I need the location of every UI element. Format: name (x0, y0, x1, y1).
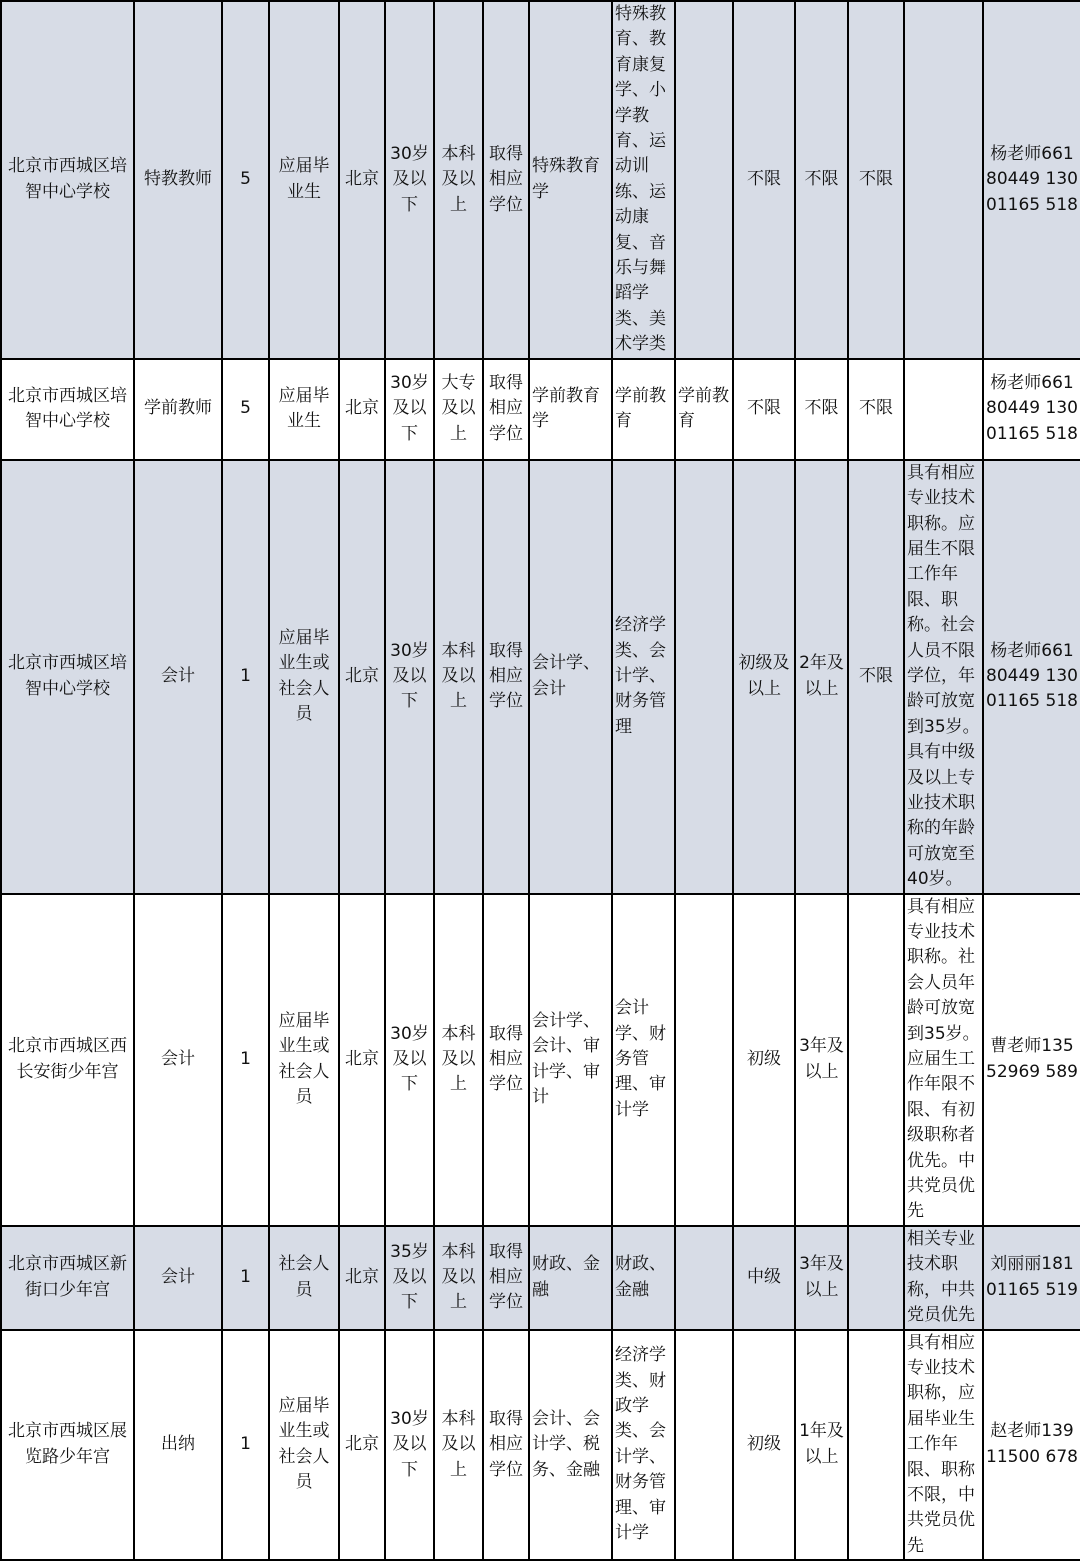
education-cell: 本科及以上 (434, 894, 483, 1226)
position-cell: 特教教师 (134, 1, 222, 359)
count-cell: 1 (222, 1226, 269, 1330)
major-grad-cell: 经济学类、会计学、财务管理 (612, 460, 675, 894)
major-undergrad-cell: 会计、会计学、税务、金融 (529, 1330, 612, 1561)
degree-cell: 取得相应学位 (483, 1, 529, 359)
other-cell: 具有相应专业技术职称，应届毕业生工作年限、职称不限，中共党员优先 (904, 1330, 983, 1561)
work-years-cell: 不限 (795, 1, 848, 359)
major-college-cell (675, 1, 733, 359)
degree-cell: 取得相应学位 (483, 894, 529, 1226)
degree-cell: 取得相应学位 (483, 460, 529, 894)
title-cell: 初级及以上 (733, 460, 795, 894)
contact-cell: 刘丽丽18101165 519 (983, 1226, 1080, 1330)
age-cell: 30岁及以下 (385, 1, 434, 359)
table-row (1, 1330, 1080, 1561)
work-years-cell: 2年及以上 (795, 460, 848, 894)
political-cell (848, 894, 904, 1226)
hukou-cell: 北京 (339, 460, 385, 894)
count-cell: 1 (222, 894, 269, 1226)
table-row (1, 894, 1080, 1226)
contact-cell: 曹老师13552969 589 (983, 894, 1080, 1226)
target-cell: 社会人员 (269, 1226, 339, 1330)
hukou-cell: 北京 (339, 894, 385, 1226)
count-cell: 1 (222, 460, 269, 894)
major-college-cell (675, 894, 733, 1226)
title-cell: 不限 (733, 1, 795, 359)
position-cell: 出纳 (134, 1330, 222, 1561)
degree-cell: 取得相应学位 (483, 1330, 529, 1561)
other-cell: 具有相应专业技术职称。应届生不限工作年限、职称。社会人员不限学位，年龄可放宽到35岁。具有中级及以上专业技术职称的年龄可放宽至40岁。 (904, 460, 983, 894)
major-college-cell: 学前教育 (675, 359, 733, 460)
education-cell: 本科及以上 (434, 1330, 483, 1561)
major-college-cell (675, 460, 733, 894)
target-cell: 应届毕业生或社会人员 (269, 460, 339, 894)
contact-cell: 杨老师66180449 13001165 518 (983, 460, 1080, 894)
major-grad-cell: 会计学、财务管理、审计学 (612, 894, 675, 1226)
unit-cell: 北京市西城区新街口少年宫 (1, 1226, 134, 1330)
major-undergrad-cell: 学前教育学 (529, 359, 612, 460)
unit-cell: 北京市西城区培智中心学校 (1, 359, 134, 460)
hukou-cell: 北京 (339, 1, 385, 359)
table-row (1, 1, 1080, 359)
political-cell (848, 1226, 904, 1330)
major-grad-cell: 财政、金融 (612, 1226, 675, 1330)
hukou-cell: 北京 (339, 359, 385, 460)
age-cell: 30岁及以下 (385, 460, 434, 894)
contact-cell: 杨老师66180449 13001165 518 (983, 1, 1080, 359)
target-cell: 应届毕业生或社会人员 (269, 894, 339, 1226)
major-undergrad-cell: 会计学、会计 (529, 460, 612, 894)
work-years-cell: 3年及以上 (795, 1226, 848, 1330)
target-cell: 应届毕业生 (269, 1, 339, 359)
contact-cell: 赵老师13911500 678 (983, 1330, 1080, 1561)
major-college-cell (675, 1330, 733, 1561)
major-undergrad-cell: 会计学、会计、审计学、审计 (529, 894, 612, 1226)
count-cell: 5 (222, 1, 269, 359)
major-undergrad-cell: 特殊教育学 (529, 1, 612, 359)
political-cell: 不限 (848, 1, 904, 359)
other-cell (904, 359, 983, 460)
unit-cell: 北京市西城区培智中心学校 (1, 460, 134, 894)
education-cell: 本科及以上 (434, 1226, 483, 1330)
position-cell: 会计 (134, 460, 222, 894)
target-cell: 应届毕业生或社会人员 (269, 1330, 339, 1561)
position-cell: 会计 (134, 1226, 222, 1330)
count-cell: 5 (222, 359, 269, 460)
title-cell: 不限 (733, 359, 795, 460)
contact-cell: 杨老师66180449 13001165 518 (983, 359, 1080, 460)
table-row (1, 1226, 1080, 1330)
position-cell: 会计 (134, 894, 222, 1226)
major-college-cell (675, 1226, 733, 1330)
major-grad-cell: 经济学类、财政学类、会计学、财务管理、审计学 (612, 1330, 675, 1561)
age-cell: 30岁及以下 (385, 359, 434, 460)
work-years-cell: 1年及以上 (795, 1330, 848, 1561)
other-cell (904, 1, 983, 359)
political-cell (848, 1330, 904, 1561)
title-cell: 中级 (733, 1226, 795, 1330)
major-undergrad-cell: 财政、金融 (529, 1226, 612, 1330)
education-cell: 本科及以上 (434, 1, 483, 359)
education-cell: 本科及以上 (434, 460, 483, 894)
political-cell: 不限 (848, 359, 904, 460)
position-cell: 学前教师 (134, 359, 222, 460)
work-years-cell: 不限 (795, 359, 848, 460)
table-row (1, 460, 1080, 894)
hukou-cell: 北京 (339, 1330, 385, 1561)
unit-cell: 北京市西城区西长安街少年宫 (1, 894, 134, 1226)
major-grad-cell: 学前教育 (612, 359, 675, 460)
target-cell: 应届毕业生 (269, 359, 339, 460)
age-cell: 30岁及以下 (385, 894, 434, 1226)
age-cell: 35岁及以下 (385, 1226, 434, 1330)
work-years-cell: 3年及以上 (795, 894, 848, 1226)
unit-cell: 北京市西城区展览路少年宫 (1, 1330, 134, 1561)
count-cell: 1 (222, 1330, 269, 1561)
other-cell: 相关专业技术职称，中共党员优先 (904, 1226, 983, 1330)
degree-cell: 取得相应学位 (483, 1226, 529, 1330)
political-cell: 不限 (848, 460, 904, 894)
hukou-cell: 北京 (339, 1226, 385, 1330)
title-cell: 初级 (733, 894, 795, 1226)
other-cell: 具有相应专业技术职称。社会人员年龄可放宽到35岁。应届生工作年限不限、有初级职称者优先。中共党员优先 (904, 894, 983, 1226)
degree-cell: 取得相应学位 (483, 359, 529, 460)
age-cell: 30岁及以下 (385, 1330, 434, 1561)
table-row (1, 359, 1080, 460)
unit-cell: 北京市西城区培智中心学校 (1, 1, 134, 359)
title-cell: 初级 (733, 1330, 795, 1561)
education-cell: 大专及以上 (434, 359, 483, 460)
major-grad-cell: 特殊教育、教育康复学、小学教育、运动训练、运动康复、音乐与舞蹈学类、美术学类 (612, 1, 675, 359)
